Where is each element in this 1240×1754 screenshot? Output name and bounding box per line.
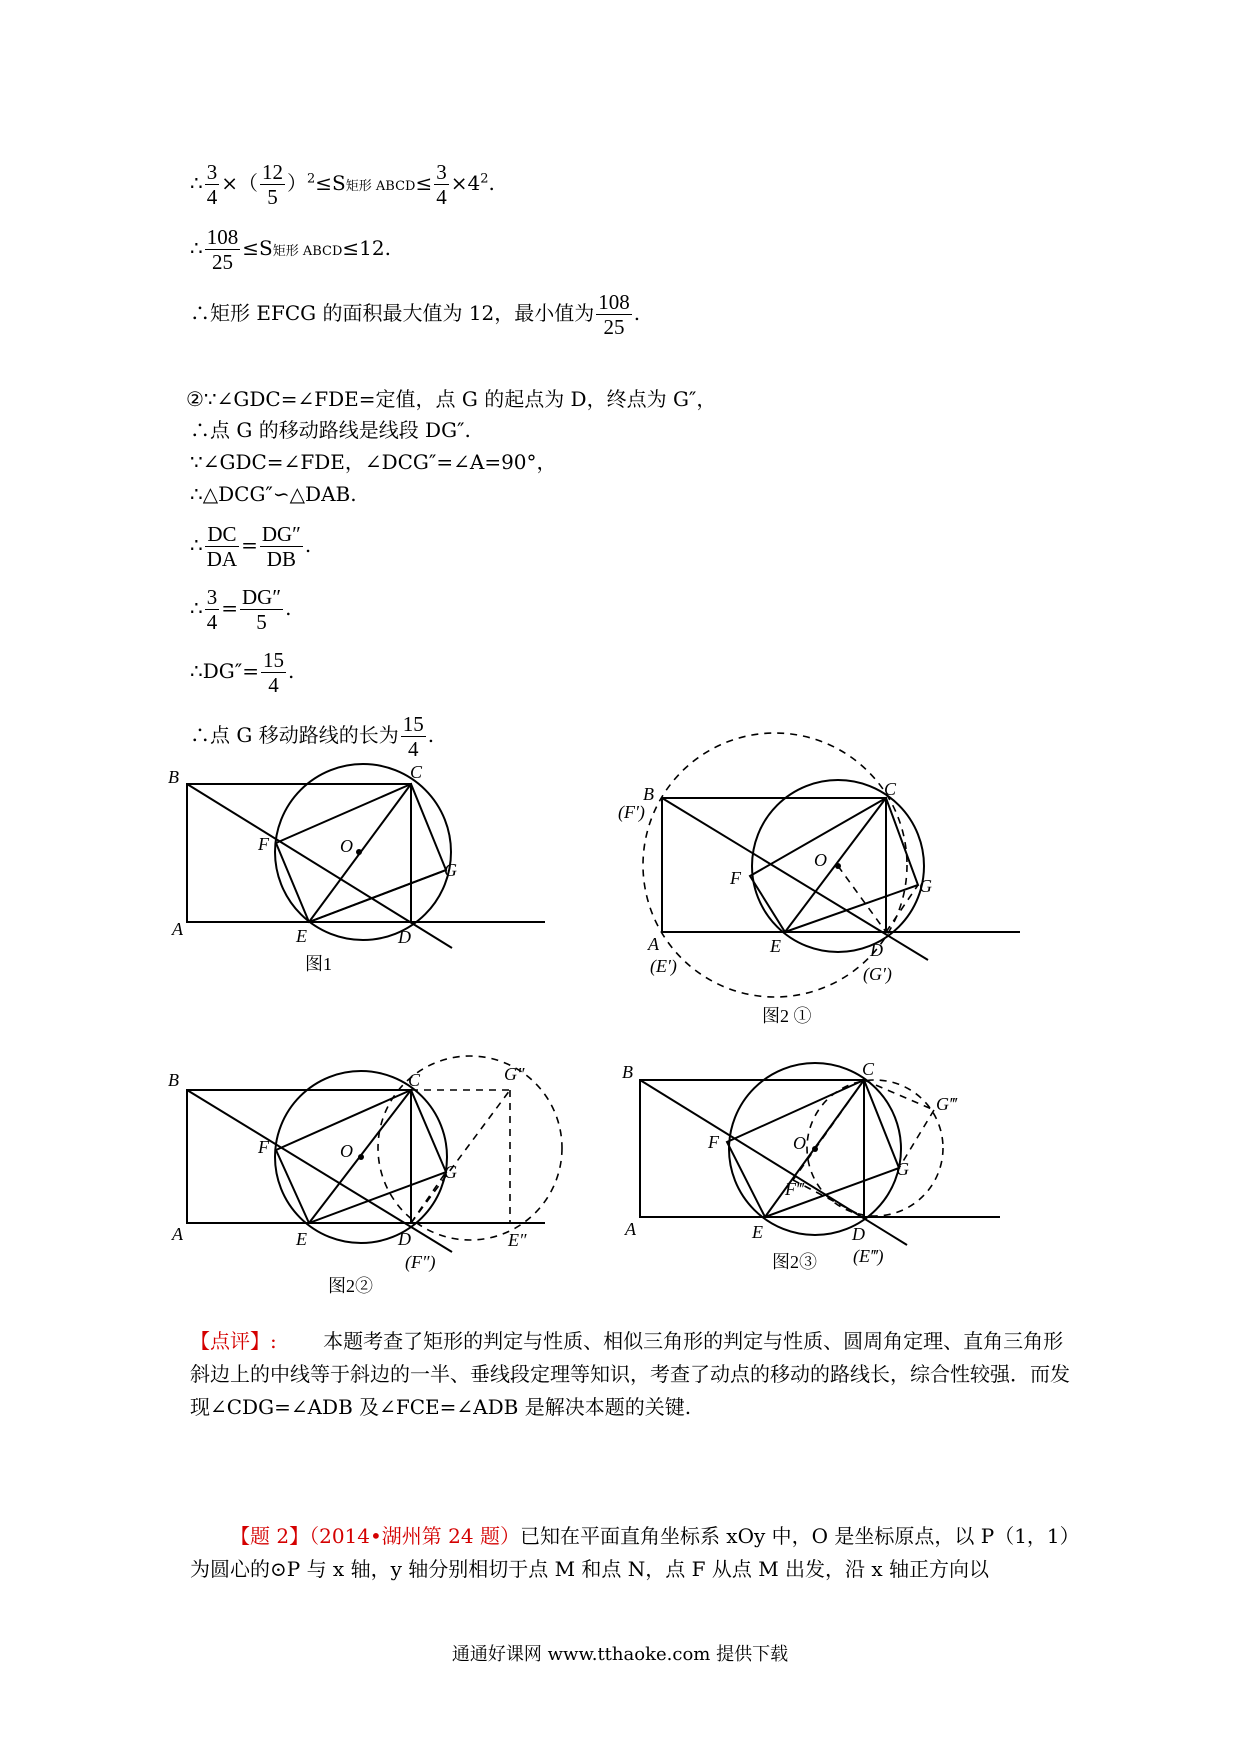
problem-2-tag: 【题 2】 <box>230 1524 310 1548</box>
fig2c-label-G: G <box>896 1159 909 1179</box>
fig2c-label-F: F <box>708 1132 719 1152</box>
fig2a-label-F: F <box>730 868 741 888</box>
solution-line-7: ∴△DCG″∽△DAB. <box>190 482 357 506</box>
page-footer: 通通好课网 www.tthaoke.com 提供下载 <box>451 1644 789 1665</box>
fig2c-label-E: E <box>752 1222 763 1242</box>
fig2b-label-D: D <box>398 1229 411 1249</box>
fig2b-label-F: F <box>258 1137 269 1157</box>
fig2c-label-G3: G‴ <box>936 1094 957 1114</box>
fig2a-caption: 图2 ① <box>762 1006 812 1026</box>
fig2b-label-G: G <box>444 1162 457 1182</box>
fig1-label-F: F <box>258 834 269 854</box>
fig2a-label-B: B <box>643 784 654 804</box>
solution-line-4: ②∵∠GDC=∠FDE=定值，点 G 的起点为 D，终点为 G″， <box>186 387 717 411</box>
solution-line-9: ∴ $\frac{3}{4}$ = $\frac{DG''}{5}$ . <box>190 585 292 634</box>
fig2b-label-G2: G″ <box>504 1064 525 1084</box>
fig2a-label-C: C <box>884 779 897 799</box>
solution-line-8: ∴ $\frac{DC}{DA}$ = $\frac{DG''}{DB}$ . <box>190 522 312 571</box>
fig2c-label-O: O <box>793 1133 806 1153</box>
fig2c-label-A: A <box>625 1219 636 1239</box>
fig1-label-G: G <box>444 860 457 880</box>
fig2b-label-B: B <box>168 1070 179 1090</box>
solution-line-3: ∴矩形 EFCG 的面积最大值为 12，最小值为 $\frac{108}{25}$ . <box>190 290 641 339</box>
fig1-label-C: C <box>410 762 423 782</box>
solution-line-5: ∴点 G 的移动路线是线段 DG″. <box>190 418 471 442</box>
fig1-label-B: B <box>168 767 179 787</box>
comment-text: 本题考查了矩形的判定与性质、相似三角形的判定与性质、圆周角定理、直角三角形斜边上的中线等于斜边的一半、垂线段定理等知识，考查了动点的移动的路线长，综合性较强．而发现∠CDG=∠ADB 及∠FCE=∠ADB 是解决本题的关键. <box>190 1329 1070 1419</box>
fig2b-label-F2: (F″) <box>405 1252 436 1272</box>
solution-line-10: ∴DG″= $\frac{15}{4}$ . <box>190 648 295 697</box>
fig2c-label-E3: (E‴) <box>853 1246 884 1266</box>
fig2a-label-E: E <box>770 936 781 956</box>
fig2a-label-D: D <box>870 940 883 960</box>
fig2b-label-E2: E″ <box>508 1230 527 1250</box>
fig2b-label-E: E <box>296 1229 307 1249</box>
fig2c-label-F3: F‴ <box>785 1179 804 1199</box>
fig2a-label-A: A <box>648 934 659 954</box>
fig1-label-D: D <box>398 927 411 947</box>
solution-line-6: ∵∠GDC=∠FDE，∠DCG″=∠A=90°， <box>190 450 557 474</box>
problem-2-source: （2014•湖州第 24 题） <box>309 1524 520 1548</box>
fig2b-label-O: O <box>340 1141 353 1161</box>
fig2b-label-C: C <box>408 1070 421 1090</box>
fig2c-caption: 图2③ <box>772 1252 817 1272</box>
fig1-label-O: O <box>340 836 353 856</box>
solution-line-11: ∴点 G 移动路线的长为 $\frac{15}{4}$ . <box>190 712 435 761</box>
solution-line-1: ∴ $\frac{3}{4}$ ×（ $\frac{12}{5}$ ）$^2$≤S矩形 ABCD≤ $\frac{3}{4}$ $\times 4^2$. <box>190 160 495 209</box>
fig2b-label-A: A <box>172 1224 183 1244</box>
fig2c-label-B: B <box>622 1062 633 1082</box>
fig2b-caption: 图2② <box>328 1276 373 1296</box>
fig1-label-E: E <box>296 926 307 946</box>
fig2c-label-C: C <box>862 1059 875 1079</box>
fig1-caption: 图1 <box>305 954 332 974</box>
comment-paragraph <box>190 1325 1070 1424</box>
comment-tag: 【点评】: <box>190 1329 277 1353</box>
fig2a-label-Ep: (E′) <box>650 956 677 976</box>
solution-line-2: ∴ $\frac{108}{25}$ ≤S矩形 ABCD≤12. <box>190 225 391 274</box>
problem-2-paragraph <box>190 1520 1070 1586</box>
fig1-label-A: A <box>172 919 183 939</box>
fig2a-label-Gp: (G′) <box>863 964 892 984</box>
fig2a-label-O: O <box>814 850 827 870</box>
fig2a-label-Fp: (F′) <box>618 802 645 822</box>
fig2c-label-D: D <box>852 1224 865 1244</box>
fig2a-label-G: G <box>919 876 932 896</box>
problem-2-text: 已知在平面直角坐标系 xOy 中，O 是坐标原点，以 P（1，1）为圆心的⊙P 与 x 轴，y 轴分别相切于点 M 和点 N，点 F 从点 M 出发，沿 x 轴正方向以 <box>190 1524 1070 1581</box>
